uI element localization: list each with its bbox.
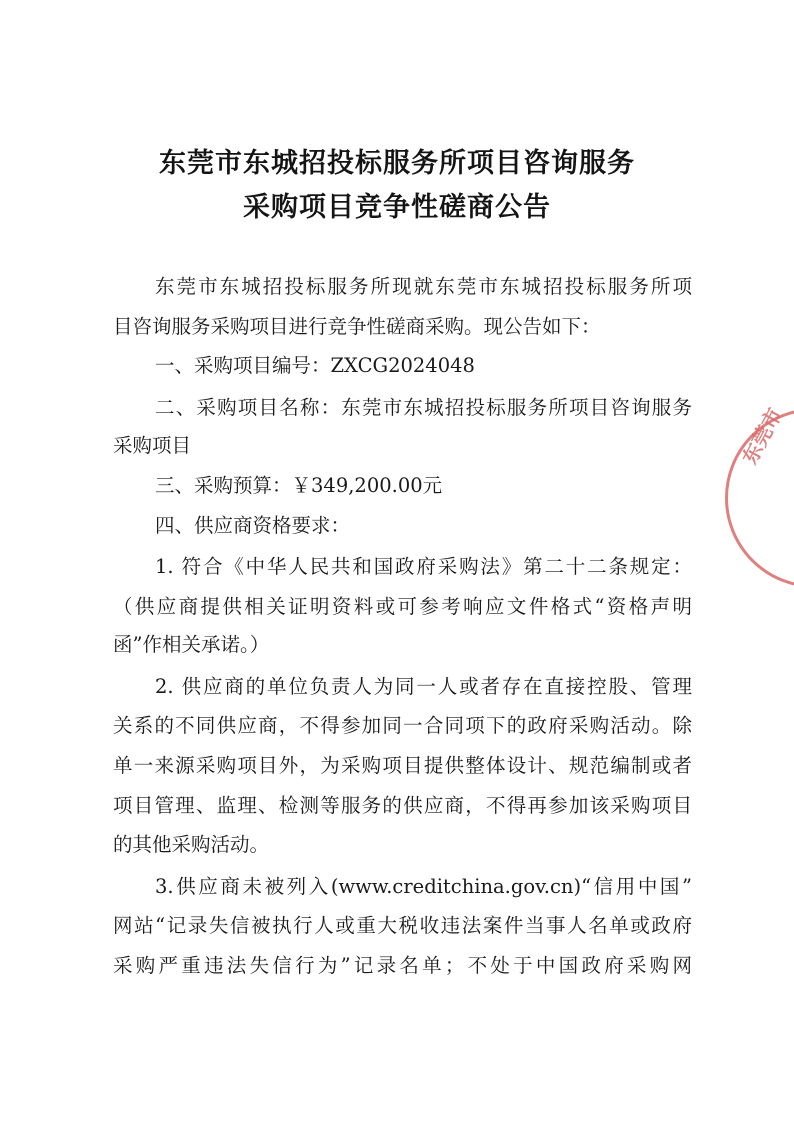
project-name: 二、采购项目名称：东莞市东城招投标服务所项目咨询服务 [155,396,692,419]
requirement-3-line: 3.供应商未被列入(www.creditchina.gov.cn)“信用中国” [155,875,692,898]
requirement-3-line: 采购严重违法失信行为”记录名单；不处于中国政府采购网 [113,954,692,977]
project-number: 一、采购项目编号：ZXCG2024048 [155,354,475,377]
requirement-3-line: 网站“记录失信被执行人或重大税收违法案件当事人名单或政府 [113,914,692,937]
project-name-continued: 采购项目 [113,434,192,457]
intro-paragraph-line: 目咨询服务采购项目进行竞争性磋商采购。现公告如下： [113,315,601,338]
section-heading-qualifications: 四、供应商资格要求： [155,514,351,537]
document-title-line-1: 东莞市东城招投标服务所项目咨询服务 [159,148,635,179]
requirement-2-line: 单一来源采购项目外，为采购项目提供整体设计、规范编制或者 [113,754,692,777]
requirement-1-line: 函”作相关承诺。） [113,633,270,656]
requirement-2-line: 关系的不同供应商，不得参加同一合同项下的政府采购活动。除 [113,714,692,737]
requirement-2-line: 的其他采购活动。 [113,833,270,856]
official-seal-text: 东莞市 [737,403,787,469]
intro-paragraph-line: 东莞市东城招投标服务所现就东莞市东城招投标服务所项 [155,275,692,298]
procurement-budget: 三、采购预算：￥349,200.00元 [155,474,443,497]
document-title-line-2: 采购项目竞争性磋商公告 [243,192,551,223]
requirement-2-line: 2. 供应商的单位负责人为同一人或者存在直接控股、管理 [155,675,692,698]
requirement-2-line: 项目管理、监理、检测等服务的供应商，不得再参加该采购项目 [113,794,692,817]
requirement-1-line: （供应商提供相关证明资料或可参考响应文件格式“资格声明 [113,595,692,618]
requirement-1-line: 1. 符合《中华人民共和国政府采购法》第二十二条规定： [155,555,692,578]
